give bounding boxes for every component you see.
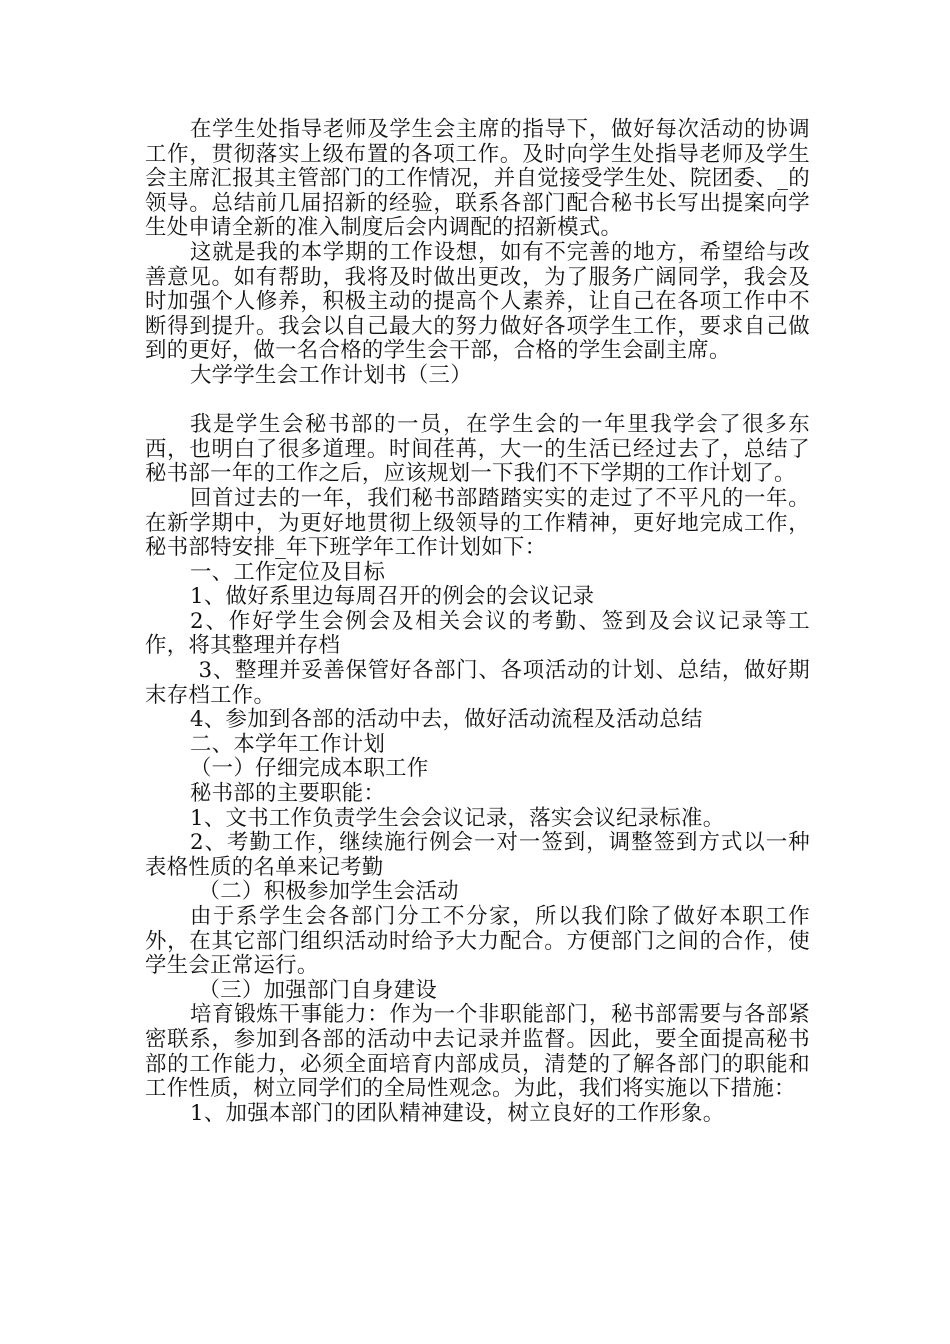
list-item: 4、参加到各部的活动中去，做好活动流程及活动总结 — [189, 707, 703, 733]
list-item: 2、考勤工作，继续施行例会一对一签到，调整签到方式以一种表格性质的名单来记考勤 — [145, 830, 810, 880]
heading-positioning: 一、工作定位及目标 — [189, 559, 386, 585]
list-item: 2、作好学生会例会及相关会议的考勤、签到及会议记录等工作，将其整理并存档 — [145, 608, 810, 659]
list-item: 1、文书工作负责学生会会议记录，落实会议纪录标准。 — [189, 805, 725, 831]
list-item: 1、做好系里边每周召开的例会的会议记录 — [189, 584, 595, 610]
subheading-duties: （一）仔细完成本职工作 — [189, 756, 429, 782]
paragraph-intro: 我是学生会秘书部的一员，在学生会的一年里我学会了很多东西，也明白了很多道理。时间荏苒，大一的生活已经过去了，总结了秘书部一年的工作之后，应该规划一下我们不下学期的工作计划了。 — [145, 412, 810, 487]
subheading-activities: （二）积极参加学生会活动 — [198, 879, 459, 905]
subheading-building: （三）加强部门自身建设 — [198, 977, 438, 1003]
heading-plan: 二、本学年工作计划 — [189, 731, 386, 757]
paragraph-duties: 在学生处指导老师及学生会主席的指导下，做好每次活动的协调工作，贯彻落实上级布置的各项工作。及时向学生处指导老师及学生会主席汇报其主管部门的工作情况，并自觉接受学生处、院团委、_的领导。总结前几届招新的经验，联系各部门配合秘书长写出提案向学生处申请全新的准入制度后会内调配的招新模式。 — [145, 117, 810, 241]
list-item: 3、整理并妥善保管好各部门、各项活动的计划、总结，做好期末存档工作。 — [145, 658, 810, 708]
paragraph-functions: 秘书部的主要职能： — [189, 781, 386, 807]
paragraph-conclusion: 这就是我的本学期的工作设想，如有不完善的地方，希望给与改善意见。如有帮助，我将及时做出更改，为了服务广阔同学，我会及时加强个人修养，积极主动的提高个人素养，让自己在各项工作中不断得到提升。我会以自己最大的努力做好各项学生工作，要求自己做到的更好，做一名合格的学生会干部，合格的学生会副主席。 — [145, 239, 810, 364]
document-body — [145, 118, 810, 1126]
list-item: 1、加强本部门的团队精神建设，树立良好的工作形象。 — [189, 1100, 725, 1126]
paragraph-review: 回首过去的一年，我们秘书部踏踏实实的走过了不平凡的一年。在新学期中，为更好地贯彻上级领导的工作精神，更好地完成工作，秘书部特安排_年下班学年工作计划如下： — [145, 485, 810, 561]
section-title: 大学学生会工作计划书（三） — [189, 362, 472, 388]
blank-line — [145, 389, 810, 414]
paragraph-cooperation: 由于系学生会各部门分工不分家，所以我们除了做好本职工作外，在其它部门组织活动时给予大力配合。方便部门之间的合作，使学生会正常运行。 — [145, 904, 810, 979]
paragraph-training: 培育锻炼干事能力：作为一个非职能部门，秘书部需要与各部紧密联系，参加到各部的活动中去记录并监督。因此，要全面提高秘书部的工作能力，必须全面培育内部成员，清楚的了解各部门的职能和工作性质，树立同学们的全局性观念。为此，我们将实施以下措施： — [145, 1002, 810, 1102]
